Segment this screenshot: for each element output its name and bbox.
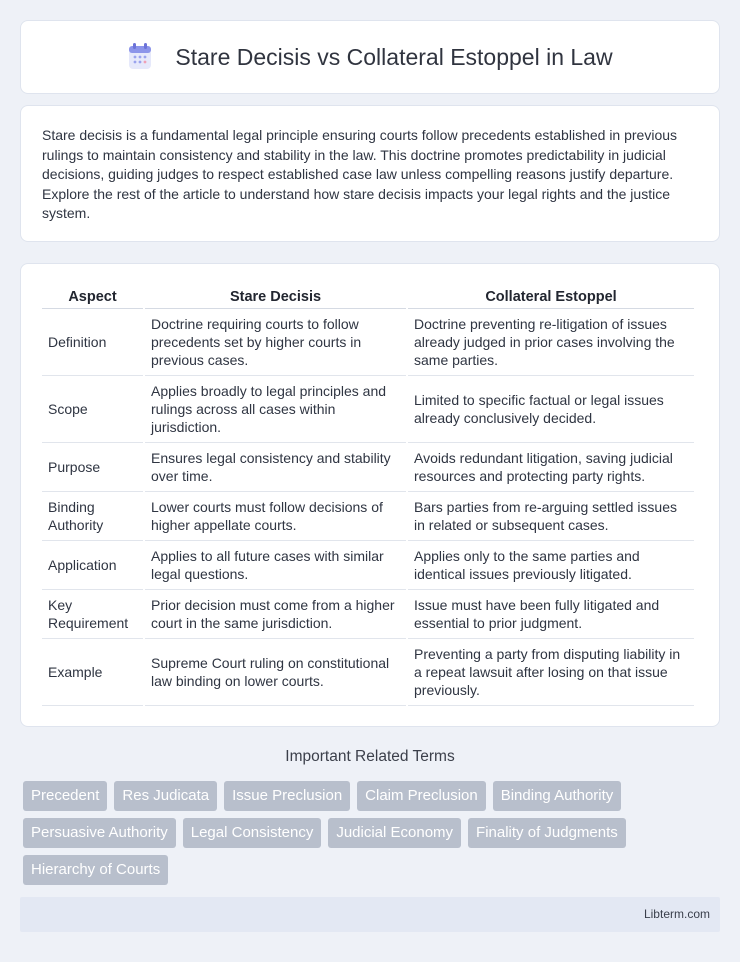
related-term-tag[interactable]: Hierarchy of Courts [23, 855, 168, 885]
related-term-tag[interactable]: Precedent [23, 781, 107, 811]
row-aspect: Scope [42, 376, 143, 443]
related-terms-section [20, 748, 720, 892]
related-term-tag[interactable]: Finality of Judgments [468, 818, 626, 848]
comparison-table [40, 285, 696, 706]
table-row [42, 541, 694, 590]
related-term-tag[interactable]: Legal Consistency [183, 818, 322, 848]
related-terms-title: Important Related Terms [285, 748, 455, 765]
related-term-tag[interactable]: Judicial Economy [328, 818, 461, 848]
table-row [42, 309, 694, 376]
footer-site-link[interactable]: Libterm.com [643, 907, 710, 921]
column-header-stare-decisis: Stare Decisis [145, 285, 406, 309]
stare-decisis-cell: Applies broadly to legal principles and rulings across all cases within jurisdiction. [145, 376, 406, 443]
collateral-estoppel-cell: Doctrine preventing re-litigation of issues already judged in prior cases involving the same parties. [408, 309, 694, 376]
row-aspect: Binding Authority [42, 492, 143, 541]
stare-decisis-cell: Ensures legal consistency and stability over time. [145, 443, 406, 492]
table-row [42, 443, 694, 492]
related-term-tag[interactable]: Claim Preclusion [357, 781, 486, 811]
related-term-tag[interactable]: Persuasive Authority [23, 818, 176, 848]
table-row [42, 376, 694, 443]
stare-decisis-cell: Doctrine requiring courts to follow precedents set by higher courts in previous cases. [145, 309, 406, 376]
row-aspect: Example [42, 639, 143, 706]
collateral-estoppel-cell: Limited to specific factual or legal issues already conclusively decided. [408, 376, 694, 443]
collateral-estoppel-cell: Issue must have been fully litigated and essential to prior judgment. [408, 590, 694, 639]
row-aspect: Definition [42, 309, 143, 376]
header-card [20, 20, 720, 94]
table-row [42, 590, 694, 639]
column-header-collateral-estoppel: Collateral Estoppel [408, 285, 694, 309]
table-header-row [42, 285, 694, 309]
page-title: Stare Decisis vs Collateral Estoppel in Law [175, 43, 613, 70]
stare-decisis-cell: Lower courts must follow decisions of higher appellate courts. [145, 492, 406, 541]
related-term-tag[interactable]: Binding Authority [493, 781, 622, 811]
collateral-estoppel-cell: Bars parties from re-arguing settled issues in related or subsequent cases. [408, 492, 694, 541]
intro-paragraph: Stare decisis is a fundamental legal principle ensuring courts follow precedents established in previous rulings to maintain consistency and stability in the law. This doctrine promotes predictability in judicial decisions, guiding judges to respect established case law unless compelling reasons justify departure. Explore the rest of the article to understand how stare decisis impacts your legal rights and the justice system. [42, 127, 678, 221]
row-aspect: Key Requirement [42, 590, 143, 639]
table-row [42, 639, 694, 706]
row-aspect: Application [42, 541, 143, 590]
stare-decisis-cell: Supreme Court ruling on constitutional law binding on lower courts. [145, 639, 406, 706]
related-term-tag[interactable]: Issue Preclusion [224, 781, 350, 811]
comparison-card [20, 263, 720, 727]
row-aspect: Purpose [42, 443, 143, 492]
collateral-estoppel-cell: Preventing a party from disputing liability in a repeat lawsuit after losing on that issue previously. [408, 639, 694, 706]
table-row [42, 492, 694, 541]
collateral-estoppel-cell: Avoids redundant litigation, saving judicial resources and protecting party rights. [408, 443, 694, 492]
stare-decisis-cell: Prior decision must come from a higher court in the same jurisdiction. [145, 590, 406, 639]
document-icon [127, 43, 153, 71]
intro-card [20, 105, 720, 242]
related-term-tag[interactable]: Res Judicata [114, 781, 217, 811]
stare-decisis-cell: Applies to all future cases with similar legal questions. [145, 541, 406, 590]
column-header-aspect: Aspect [42, 285, 143, 309]
related-terms-list [20, 781, 720, 892]
footer [20, 897, 720, 932]
collateral-estoppel-cell: Applies only to the same parties and identical issues previously litigated. [408, 541, 694, 590]
